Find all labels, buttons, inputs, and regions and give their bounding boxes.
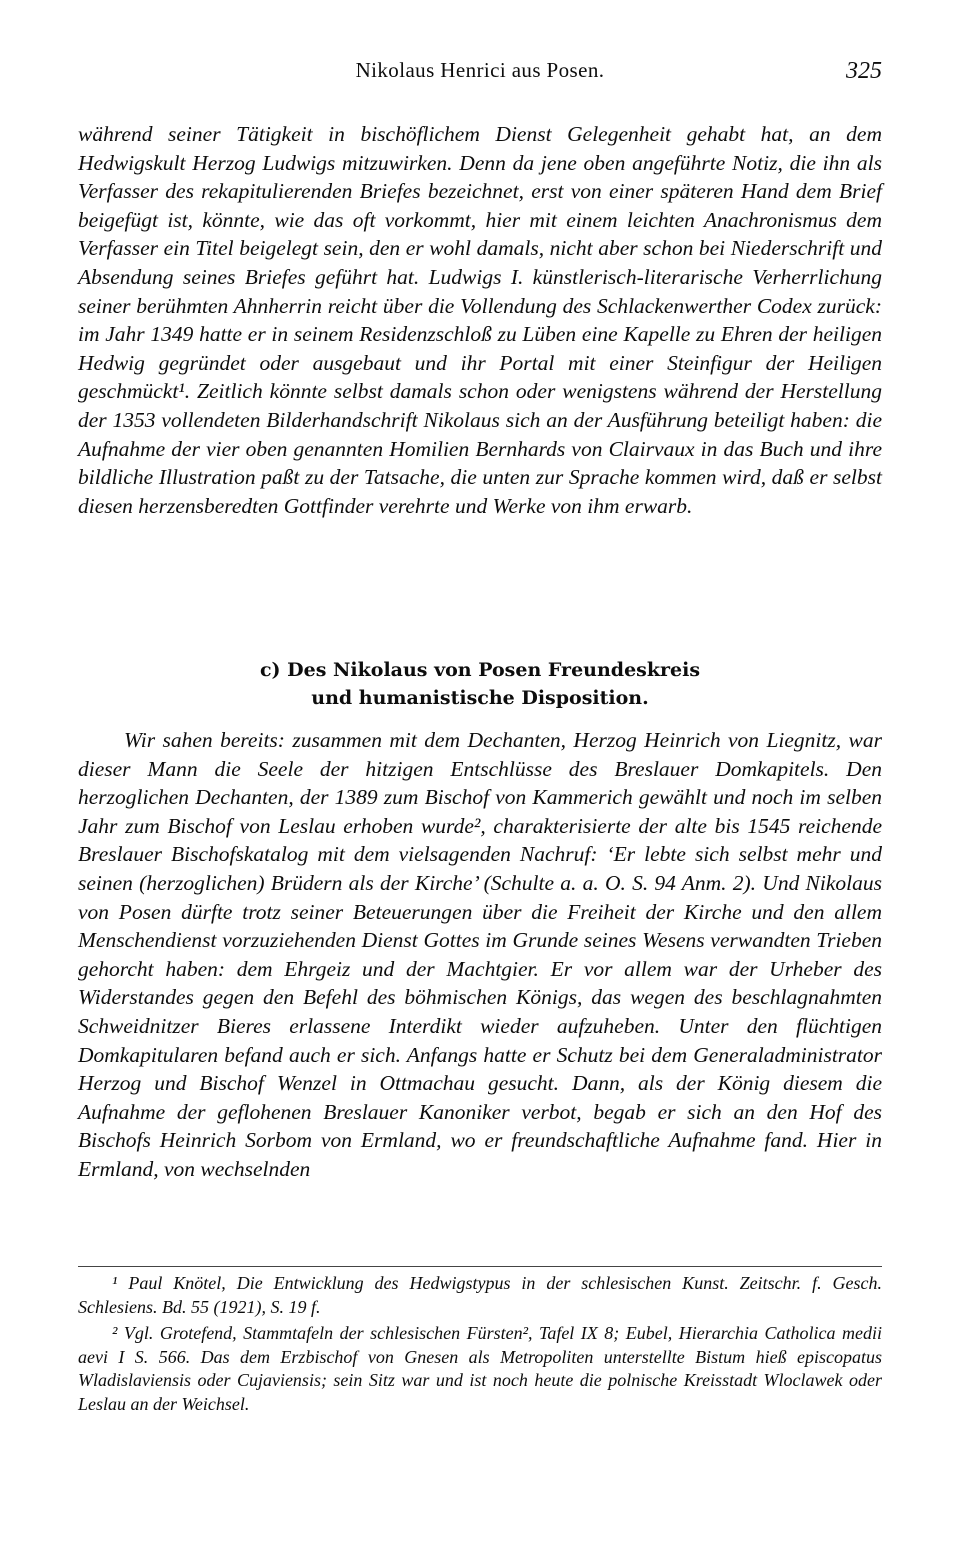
section-heading-line-1: c) Des Nikolaus von Posen Freundeskreis [259, 659, 701, 681]
paragraph-2-text: Wir sahen bereits: zusammen mit dem Dechanten, Herzog Heinrich von Liegnitz, war dieser Mann die Seele der hitzigen Entschlüsse des Breslauer Domkapitels. Den herzoglichen Dechanten, der 1389 zum Bischof von Kammerich gewählt und noch im selben Jahr zum Bischof von Leslau erhoben wurde², charakterisierte der alte bis 1545 reichende Breslauer Bischofskatalog mit dem vielsagenden Nachruf: ‘Er lebte sich selbst mehr und seinen (herzoglichen) Brüdern als der Kirche’ (Schulte a. a. O. S. 94 Anm. 2). Und Nikolaus von Posen dürfte trotz seiner Beteuerungen über die Freiheit der Kirche und den allem Menschendienst vorzuziehenden Dienst Gottes im Grunde seines Wesens verwandten Trieben gehorcht haben: dem Ehrgeiz und der Machtgier. Er vor allem war der Urheber des Widerstandes gegen den Befehl des böhmischen Königs, das wegen des beschlagnahmten Schweidnitzer Bieres erlassene Interdikt wieder aufzuheben. Unter den flüchtigen Domkapitularen befand auch er sich. Anfangs hatte er Schutz bei dem Generaladministrator Herzog und Bischof Wenzel in Ottmachau gesucht. Dann, als der König diesem die Aufnahme der geflohenen Breslauer Kanoniker verbot, begab er sich an den Hof des Bischofs Heinrich Sorbom von Ermland, wo er freundschaftliche Aufnahme fand. Hier in Ermland, von wechselnden [78, 728, 882, 1181]
paragraph-1-text: während seiner Tätigkeit in bischöflichem Dienst Gelegenheit gehabt hat, an dem Hedwigskult Herzog Ludwigs mitzuwirken. Denn da jene oben angeführte Notiz, die ihn als Verfasser des rekapitulierenden Briefes bezeichnet, erst von einer späteren Hand dem Brief beigefügt ist, könnte, wie das oft vorkommt, hier mit einem leichten Anachronismus dem Verfasser ein Titel beigelegt sein, den er wohl damals, nicht aber schon bei Niederschrift und Absendung seines Briefes geführt hat. Ludwigs I. künstlerisch-literarische Verherrlichung seiner berühmten Ahnherrin reicht über die Vollendung des Schlackenwerther Codex zurück: im Jahr 1349 hatte er in seinem Residenzschloß zu Lüben eine Kapelle zu Ehren der heiligen Hedwig gegründet oder ausgebaut und ihr Portal mit einer Steinfigur der Heiligen geschmückt¹. Zeitlich könnte selbst damals schon oder wenigstens während der Herstellung der 1353 vollendeten Bilderhandschrift Nikolaus sich an der Ausführung beteiligt haben: die Aufnahme der vier oben genannten Homilien Bernhards von Clairvaux in das Buch und ihre bildliche Illustration paßt zu der Tatsache, die unten zur Sprache kommen wird, daß er selbst diesen herzensberedten Gottfinder verehrte und Werke von ihm erwarb. [78, 122, 882, 518]
paragraph-2 [78, 726, 882, 1184]
footnote-2: ² Vgl. Grotefend, Stammtafeln der schlesischen Fürsten², Tafel IX 8; Eubel, Hierarchia Catholica medii aevi I S. 566. Das dem Erzbischof von Gnesen als Metropoliten unterstellte Bistum hieß episcopatus Wladislaviensis oder Cujaviensis; sein Sitz war und ist noch heute die polnische Kreisstadt Wloclawek oder Leslau an der Weichsel. [78, 1323, 882, 1414]
footnote-1: ¹ Paul Knötel, Die Entwicklung des Hedwigstypus in der schlesischen Kunst. Zeitschr. f. Gesch. Schlesiens. Bd. 55 (1921), S. 19 f. [78, 1273, 882, 1317]
paragraph-1 [78, 120, 882, 520]
page-number: 325 [846, 58, 882, 84]
footnotes [78, 1272, 882, 1416]
section-heading-line-2: und humanistische Disposition. [311, 687, 649, 709]
running-title: Nikolaus Henrici aus Posen. [355, 58, 605, 82]
section-heading [78, 656, 882, 712]
footnote-divider [78, 1266, 882, 1267]
running-head [78, 58, 882, 90]
